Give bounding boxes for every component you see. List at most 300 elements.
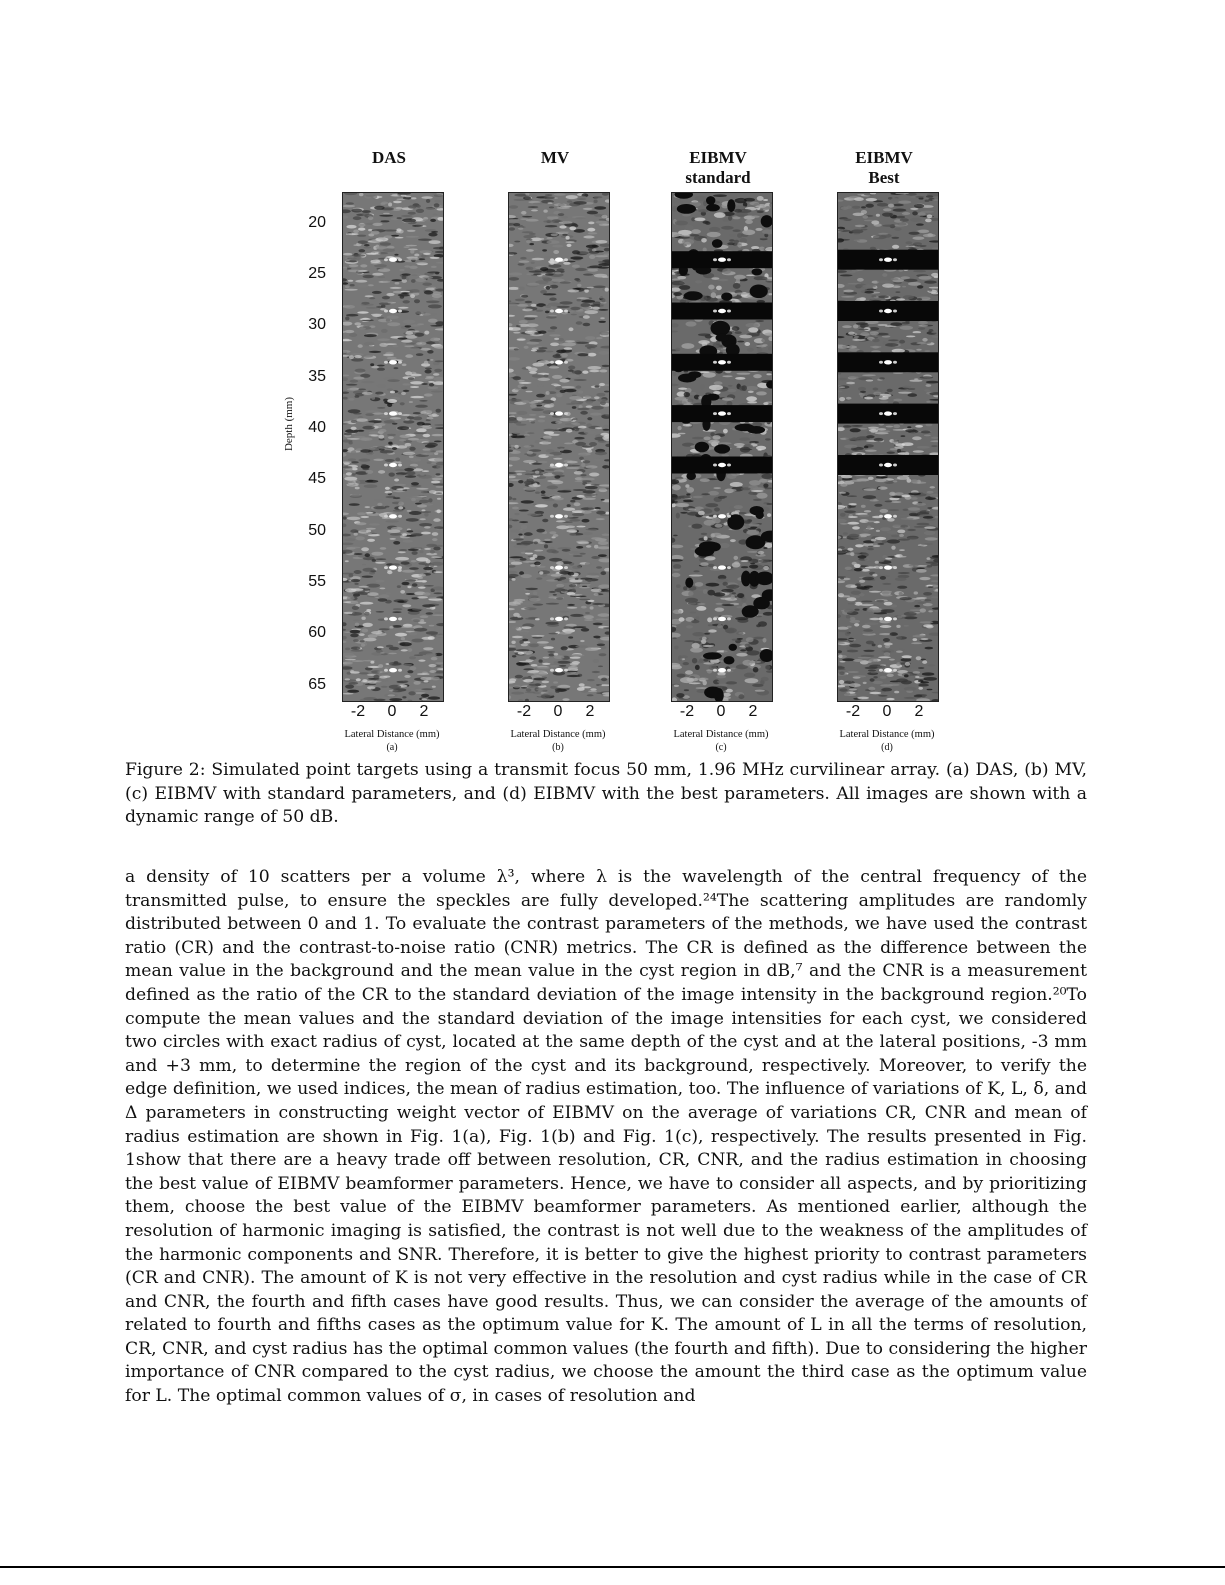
speckle xyxy=(865,450,877,452)
speckle xyxy=(390,417,401,419)
dark-blob xyxy=(699,541,719,550)
speckle xyxy=(348,682,358,685)
speckle xyxy=(683,424,691,427)
speckle xyxy=(518,480,523,483)
speckle xyxy=(921,543,933,545)
body-paragraph xyxy=(125,866,1087,1409)
speckle xyxy=(388,442,392,445)
speckle xyxy=(579,683,585,686)
dark-blob xyxy=(695,442,709,453)
speckle xyxy=(349,333,357,337)
speckle xyxy=(428,498,432,502)
speckle xyxy=(708,285,714,290)
speckle xyxy=(696,606,706,611)
speckle xyxy=(344,289,357,291)
speckle xyxy=(569,584,576,587)
point-target xyxy=(398,515,402,518)
speckle xyxy=(537,385,544,387)
speckle xyxy=(684,392,690,397)
speckle xyxy=(375,392,383,395)
speckle xyxy=(532,636,542,638)
speckle xyxy=(412,551,418,555)
speckle xyxy=(403,320,416,324)
speckle xyxy=(347,483,359,487)
speckle xyxy=(890,322,902,326)
speckle xyxy=(869,618,880,620)
speckle xyxy=(527,451,533,455)
speckle xyxy=(546,603,559,605)
speckle xyxy=(391,235,399,237)
speckle xyxy=(366,512,374,514)
speckle xyxy=(761,677,769,681)
speckle xyxy=(572,513,584,516)
speckle xyxy=(861,601,873,603)
speckle xyxy=(398,551,406,553)
speckle xyxy=(391,279,402,281)
speckle xyxy=(926,384,932,387)
speckle xyxy=(407,586,411,589)
speckle xyxy=(535,504,548,507)
speckle xyxy=(411,482,419,485)
speckle xyxy=(406,518,419,522)
speckle xyxy=(585,336,595,340)
speckle xyxy=(570,307,580,311)
speckle xyxy=(381,329,388,333)
speckle xyxy=(395,469,405,471)
speckle xyxy=(577,542,589,545)
speckle xyxy=(897,449,901,453)
speckle xyxy=(559,665,566,667)
speckle xyxy=(373,699,385,701)
speckle xyxy=(911,497,918,500)
speckle xyxy=(407,510,412,512)
speckle xyxy=(924,526,936,529)
speckle xyxy=(555,386,562,390)
speckle xyxy=(870,346,882,348)
speckle xyxy=(410,386,419,388)
point-target xyxy=(564,617,568,620)
speckle xyxy=(896,625,900,628)
speckle xyxy=(351,450,356,454)
speckle xyxy=(595,427,603,429)
speckle xyxy=(892,245,899,249)
speckle xyxy=(526,240,531,243)
speckle xyxy=(898,572,910,574)
speckle xyxy=(839,671,844,675)
speckle xyxy=(865,566,876,568)
speckle xyxy=(349,503,360,506)
speckle xyxy=(928,610,933,612)
speckle xyxy=(350,634,358,638)
speckle xyxy=(765,438,771,440)
point-target xyxy=(564,361,568,364)
speckle xyxy=(573,555,583,557)
speckle xyxy=(747,561,753,563)
dark-blob xyxy=(711,321,731,336)
speckle xyxy=(882,225,895,227)
speckle xyxy=(709,385,723,391)
speckle xyxy=(409,414,419,416)
speckle xyxy=(390,391,395,394)
speckle xyxy=(406,471,416,475)
speckle xyxy=(377,384,386,387)
speckle xyxy=(722,604,735,606)
speckle xyxy=(350,529,358,533)
speckle xyxy=(550,365,558,368)
speckle xyxy=(545,454,554,456)
speckle xyxy=(354,533,358,536)
speckle xyxy=(436,509,441,513)
speckle xyxy=(557,268,565,271)
speckle xyxy=(848,376,858,378)
speckle xyxy=(680,655,688,658)
speckle xyxy=(352,606,359,610)
speckle xyxy=(571,654,585,656)
speckle xyxy=(513,685,521,688)
speckle xyxy=(411,279,416,283)
speckle xyxy=(687,399,693,403)
speckle xyxy=(596,337,603,339)
speckle xyxy=(359,328,366,330)
speckle xyxy=(559,231,570,233)
speckle xyxy=(399,549,407,551)
speckle xyxy=(876,530,880,532)
dark-blob xyxy=(724,656,735,664)
speckle xyxy=(392,447,397,450)
speckle xyxy=(716,603,723,605)
speckle xyxy=(868,427,879,429)
speckle xyxy=(401,649,408,651)
speckle xyxy=(411,274,417,276)
speckle xyxy=(914,526,926,528)
speckle xyxy=(763,547,767,549)
speckle xyxy=(587,694,594,696)
speckle xyxy=(429,625,435,627)
speckle xyxy=(900,218,909,222)
speckle xyxy=(545,469,554,471)
speckle xyxy=(357,235,366,237)
speckle xyxy=(359,249,366,252)
speckle xyxy=(421,383,428,385)
point-target xyxy=(550,464,554,467)
speckle xyxy=(351,420,357,423)
speckle xyxy=(525,593,530,595)
speckle xyxy=(519,571,524,575)
speckle xyxy=(763,484,768,488)
speckle xyxy=(921,431,931,434)
speckle xyxy=(395,633,407,637)
speckle xyxy=(841,475,852,479)
speckle xyxy=(578,426,587,429)
speckle xyxy=(402,533,407,536)
point-target xyxy=(893,464,897,467)
speckle xyxy=(756,624,761,627)
speckle xyxy=(509,556,523,558)
speckle xyxy=(729,234,737,237)
speckle xyxy=(930,486,935,488)
speckle xyxy=(880,401,889,404)
speckle xyxy=(852,526,860,529)
speckle xyxy=(587,573,599,576)
speckle xyxy=(849,689,857,691)
speckle xyxy=(877,324,887,326)
speckle xyxy=(542,663,550,665)
speckle xyxy=(418,378,424,380)
speckle xyxy=(583,236,594,239)
speckle xyxy=(428,319,438,323)
speckle xyxy=(698,511,705,516)
speckle xyxy=(719,442,732,444)
point-target xyxy=(384,669,388,672)
speckle xyxy=(585,344,597,348)
speckle xyxy=(680,677,694,683)
speckle xyxy=(546,391,550,395)
speckle xyxy=(918,327,925,330)
speckle xyxy=(360,449,371,453)
speckle xyxy=(711,518,720,524)
panel-sublabel: (d) xyxy=(881,742,893,753)
speckle xyxy=(556,584,564,588)
speckle xyxy=(848,639,856,641)
speckle xyxy=(546,579,558,581)
speckle xyxy=(840,274,853,276)
speckle xyxy=(697,661,702,664)
speckle xyxy=(388,653,397,655)
point-target xyxy=(555,360,563,364)
speckle xyxy=(432,294,442,298)
speckle xyxy=(601,298,605,302)
speckle xyxy=(387,571,392,575)
speckle xyxy=(550,403,555,407)
speckle xyxy=(373,506,386,509)
y-tick: 30 xyxy=(308,316,326,334)
speckle xyxy=(748,523,759,526)
speckle xyxy=(857,697,869,700)
speckle xyxy=(523,487,536,490)
speckle xyxy=(730,668,735,670)
point-target xyxy=(550,361,554,364)
speckle xyxy=(758,235,770,239)
speckle xyxy=(360,264,367,267)
speckle xyxy=(860,391,866,393)
speckle xyxy=(426,199,430,203)
speckle xyxy=(436,486,444,488)
speckle xyxy=(887,452,895,454)
speckle xyxy=(763,402,768,405)
speckle xyxy=(882,284,894,288)
speckle xyxy=(402,383,410,385)
speckle xyxy=(531,209,538,211)
speckle xyxy=(593,636,600,639)
speckle xyxy=(401,215,413,217)
speckle xyxy=(386,645,394,648)
speckle xyxy=(568,636,573,638)
speckle xyxy=(535,440,540,443)
speckle xyxy=(520,218,528,220)
speckle xyxy=(735,198,747,203)
speckle xyxy=(420,615,429,618)
speckle xyxy=(707,617,712,622)
speckle xyxy=(401,340,413,343)
speckle xyxy=(554,203,567,206)
speckle xyxy=(359,633,365,636)
speckle xyxy=(721,454,729,456)
speckle xyxy=(555,690,559,693)
speckle xyxy=(556,520,566,522)
speckle xyxy=(347,547,361,549)
point-target xyxy=(384,412,388,415)
speckle xyxy=(383,676,390,678)
speckle xyxy=(516,424,527,426)
point-target xyxy=(727,412,731,415)
speckle xyxy=(841,296,855,298)
speckle xyxy=(526,328,536,331)
speckle xyxy=(753,637,764,640)
speckle xyxy=(914,634,926,637)
speckle xyxy=(894,555,900,557)
point-target xyxy=(884,565,892,569)
speckle xyxy=(430,219,436,222)
speckle xyxy=(535,492,540,494)
speckle xyxy=(737,638,743,640)
point-target xyxy=(879,361,883,364)
speckle xyxy=(373,675,379,679)
speckle xyxy=(848,671,859,673)
speckle xyxy=(353,216,362,220)
point-target xyxy=(555,411,563,415)
speckle xyxy=(913,671,921,674)
speckle xyxy=(379,594,389,598)
speckle xyxy=(726,489,737,492)
speckle xyxy=(526,249,534,251)
speckle xyxy=(677,452,684,457)
speckle xyxy=(894,492,903,495)
speckle xyxy=(746,323,759,327)
speckle xyxy=(595,451,607,455)
speckle xyxy=(366,530,371,533)
speckle xyxy=(734,209,742,213)
speckle xyxy=(702,637,707,641)
speckle xyxy=(557,661,571,664)
speckle xyxy=(343,253,352,256)
speckle xyxy=(603,425,609,428)
speckle xyxy=(599,383,605,386)
speckle xyxy=(553,458,562,460)
speckle xyxy=(428,598,441,600)
speckle xyxy=(397,217,402,219)
speckle xyxy=(736,606,743,608)
speckle xyxy=(377,317,384,319)
x-tick: 2 xyxy=(914,703,924,720)
speckle xyxy=(548,315,557,317)
speckle xyxy=(517,628,521,631)
speckle xyxy=(545,351,554,353)
speckle xyxy=(896,651,903,653)
point-target xyxy=(564,310,568,313)
speckle xyxy=(537,667,550,669)
speckle xyxy=(885,501,893,503)
speckle xyxy=(924,350,930,352)
speckle xyxy=(552,550,559,553)
speckle xyxy=(717,624,722,628)
speckle xyxy=(741,385,747,391)
speckle xyxy=(564,626,572,629)
speckle xyxy=(599,331,609,335)
speckle xyxy=(722,397,734,400)
speckle xyxy=(422,283,432,286)
speckle xyxy=(403,420,414,423)
point-target xyxy=(727,464,731,467)
speckle xyxy=(753,499,762,501)
speckle xyxy=(726,628,737,634)
speckle xyxy=(539,571,543,574)
speckle xyxy=(561,589,568,591)
speckle xyxy=(521,500,534,503)
speckle xyxy=(896,216,905,219)
speckle xyxy=(599,351,609,355)
speckle xyxy=(580,252,589,254)
speckle xyxy=(855,225,865,227)
speckle xyxy=(582,371,588,374)
point-target xyxy=(555,617,563,621)
speckle xyxy=(915,196,924,198)
speckle xyxy=(878,487,888,490)
point-target xyxy=(389,514,397,518)
speckle xyxy=(740,649,746,651)
x-axis-label: Lateral Distance (mm) xyxy=(839,729,935,740)
speckle xyxy=(434,200,440,203)
dark-blob xyxy=(712,239,723,248)
speckle xyxy=(578,390,583,393)
speckle xyxy=(924,677,938,681)
speckle xyxy=(583,323,591,327)
point-target xyxy=(555,463,563,467)
speckle xyxy=(889,659,895,661)
speckle xyxy=(556,393,563,397)
speckle xyxy=(511,431,524,435)
speckle xyxy=(529,644,539,648)
speckle xyxy=(373,459,384,461)
speckle xyxy=(705,221,710,225)
speckle xyxy=(864,291,874,294)
speckle xyxy=(914,204,924,208)
speckle xyxy=(920,681,929,683)
speckle xyxy=(549,334,560,336)
speckle xyxy=(536,577,542,579)
speckle xyxy=(361,643,365,646)
speckle xyxy=(904,625,909,627)
speckle xyxy=(423,448,431,450)
point-target xyxy=(884,411,892,415)
speckle xyxy=(564,389,577,392)
speckle xyxy=(519,260,530,262)
speckle xyxy=(904,612,917,616)
speckle xyxy=(927,491,934,494)
speckle xyxy=(859,580,865,583)
speckle xyxy=(587,287,594,289)
speckle xyxy=(573,489,587,491)
speckle xyxy=(350,284,355,286)
speckle xyxy=(591,484,600,486)
speckle xyxy=(411,560,417,562)
point-target xyxy=(879,515,883,518)
speckle xyxy=(402,540,413,543)
speckle xyxy=(584,619,593,621)
point-target xyxy=(389,565,397,569)
speckle xyxy=(552,245,563,248)
speckle xyxy=(740,447,750,453)
speckle xyxy=(571,314,577,316)
